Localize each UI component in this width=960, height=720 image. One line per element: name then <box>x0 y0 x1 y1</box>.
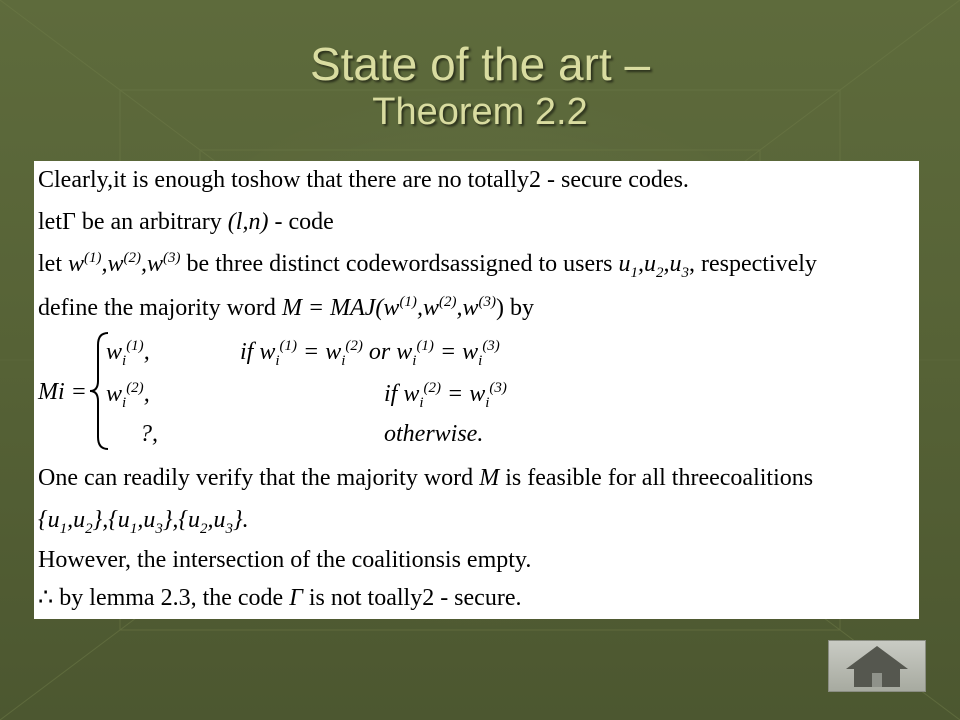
slide-title <box>0 38 960 134</box>
text-line-7: However, the intersection of the coalitionsis empty. <box>38 547 532 573</box>
case-3-condition: otherwise. <box>384 421 484 447</box>
text-line-5 <box>38 463 813 493</box>
text-line-8-suffix: is not toally2 - secure. <box>302 585 522 611</box>
title-line-1: State of the art – <box>309 38 651 90</box>
users-math: $u_1,u_2,u_3$ <box>618 251 689 281</box>
text-line-4-suffix: ) by <box>495 295 534 321</box>
cases-label: Mi = <box>38 379 87 405</box>
text-line-8-prefix: ∴ by lemma 2.3, the code <box>38 585 284 611</box>
case-3-value: ?, <box>140 421 158 447</box>
codewords-math: $w^{(1)},w^{(2)},w^{(3)}$ <box>68 250 181 277</box>
text-line-2-math: (l,n) <box>227 209 269 235</box>
text-line-8 <box>38 583 521 613</box>
majority-math: $M = MAJ(w^{(1)},w^{(2)},w^{(3)}$ <box>281 294 496 321</box>
case-1-value: $w_i^{(1)}$, <box>106 338 150 369</box>
text-line-4-prefix: define the majority word <box>38 295 276 321</box>
text-line-3-suffix: , respectively <box>688 251 817 277</box>
home-icon <box>842 643 912 689</box>
text-line-2-suffix: - code <box>268 209 334 235</box>
text-line-4 <box>38 293 534 323</box>
text-line-5-prefix: One can readily verify that the majority word <box>38 465 474 491</box>
text-line-2-prefix: letΓ be an arbitrary <box>38 209 222 235</box>
case-1-condition: if $w_i^{(1)} = w_i^{(2)}$ or $w_i^{(1)} = w_i^{(3)}$ <box>240 338 500 369</box>
text-line-1: Clearly,it is enough toshow that there are no totally2 - secure codes. <box>38 167 689 193</box>
case-2-value: $w_i^{(2)}$, <box>106 380 150 411</box>
text-line-3-prefix: let <box>38 251 62 277</box>
text-line-5-suffix: is feasible for all threecoalitions <box>499 465 814 491</box>
text-line-8-math: Γ <box>289 585 303 611</box>
text-line-3 <box>38 249 817 279</box>
text-line-5-math: M <box>479 465 500 491</box>
case-2-condition: if $w_i^{(2)} = w_i^{(3)}$ <box>384 380 507 411</box>
coalitions-math: $\{u_1,u_2\},\{u_1,u_3\},\{u_2,u_3\}$. <box>38 507 249 537</box>
text-line-3-mid: be three distinct codewordsassigned to users <box>180 251 613 277</box>
home-button[interactable] <box>828 640 926 692</box>
theorem-content <box>34 161 919 619</box>
text-line-2 <box>38 207 334 237</box>
title-line-2: Theorem 2.2 <box>372 91 588 133</box>
